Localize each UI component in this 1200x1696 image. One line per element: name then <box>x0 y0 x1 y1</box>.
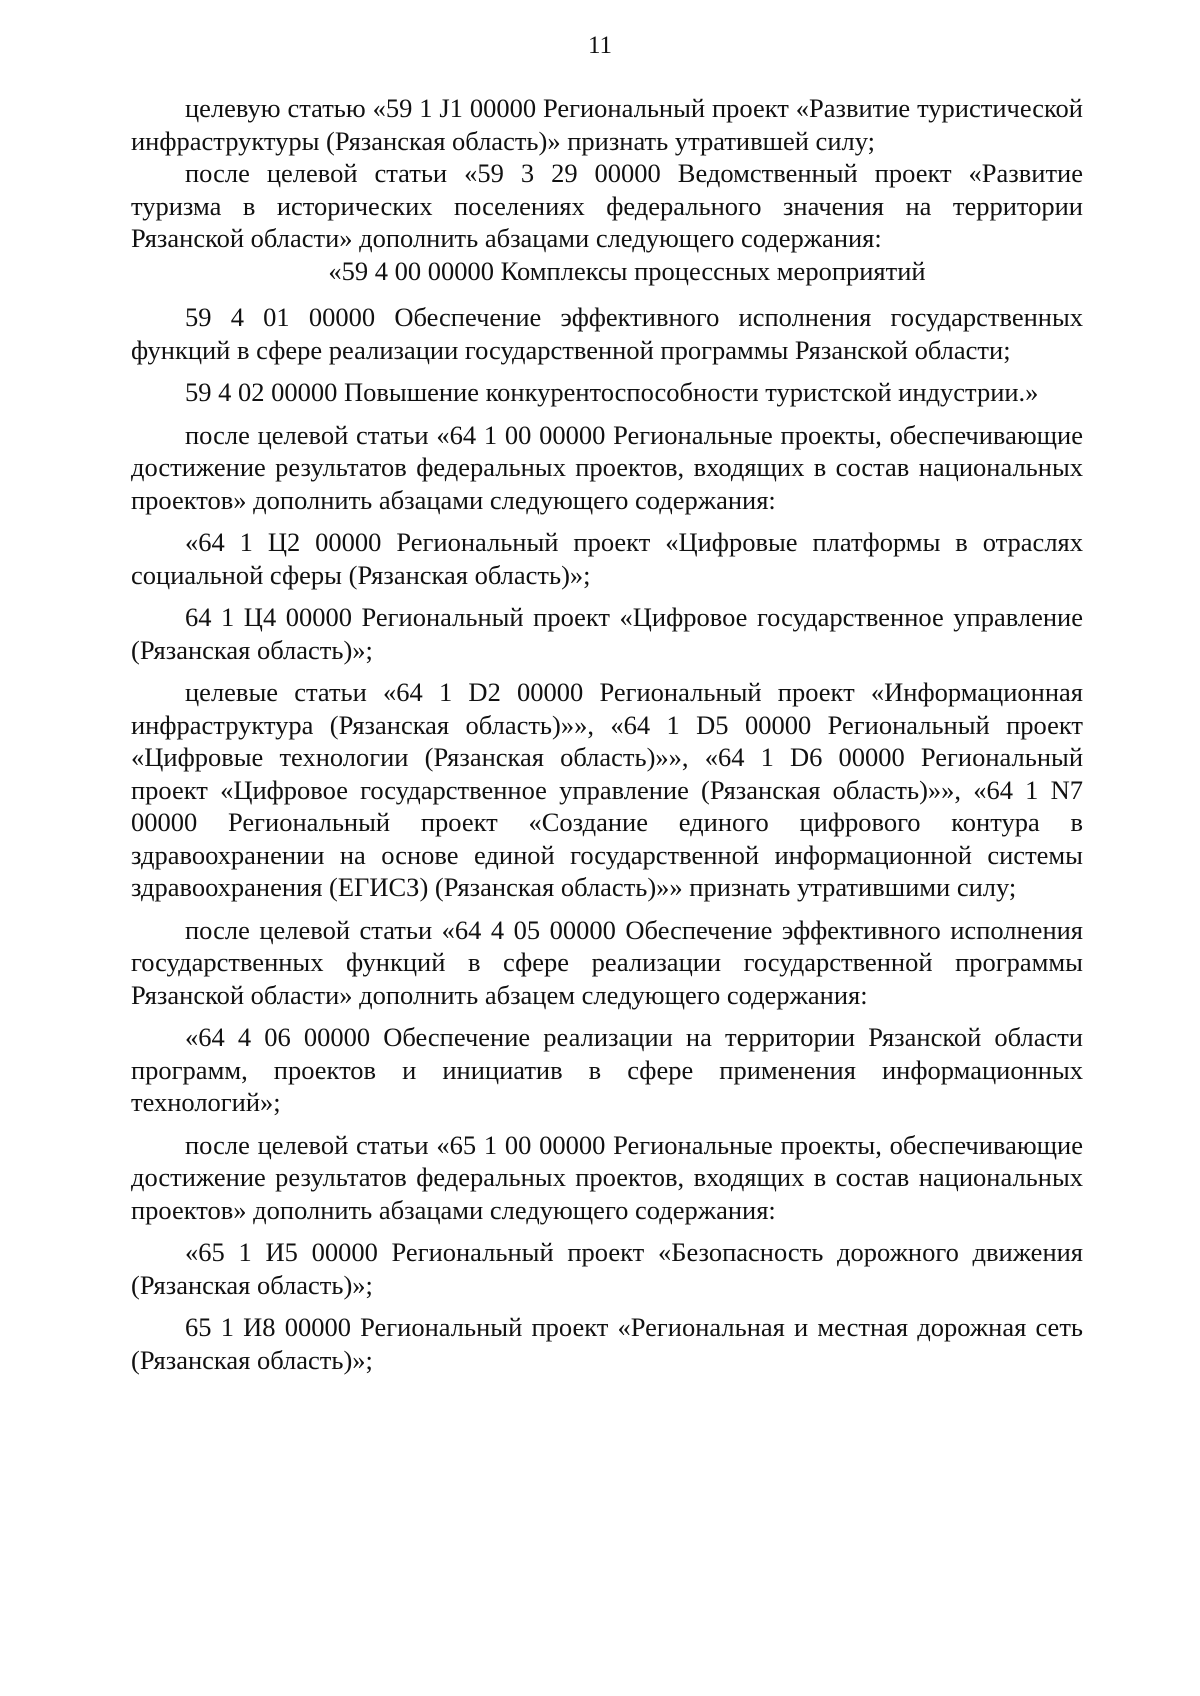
paragraph-13: «65 1 И5 00000 Региональный проект «Безопасность дорожного движения (Рязанская область)»; <box>131 1237 1083 1300</box>
page-number: 11 <box>587 32 613 59</box>
paragraph-9: целевые статьи «64 1 D2 00000 Региональный проект «Информационная инфраструктура (Рязанская область)»», «64 1 D5 00000 Региональный проект «Цифровые технологии (Рязанская область)»», «64 1 D6 00000 Региональный проект «Цифровое государственное управление (Рязанская область)»», «64 1 N7 00000 Региональный проект «Создание единого цифрового контура в здравоохранении на основе единой государственной информационной системы здравоохранения (ЕГИСЗ) (Рязанская область)»» признать утратившими силу; <box>131 677 1083 902</box>
paragraph-12: после целевой статьи «65 1 00 00000 Региональные проекты, обеспечивающие достижение результатов федеральных проектов, входящих в состав национальных проектов» дополнить абзацами следующего содержания: <box>131 1129 1083 1225</box>
paragraph-1: целевую статью «59 1 J1 00000 Региональный проект «Развитие туристической инфраструктуры (Рязанская область)» признать утратившей силу; <box>131 93 1083 156</box>
paragraph-5: 59 4 02 00000 Повышение конкурентоспособности туристской индустрии.» <box>185 377 1039 407</box>
document-body <box>131 92 1083 1376</box>
paragraph-14: 65 1 И8 00000 Региональный проект «Региональная и местная дорожная сеть (Рязанская область)»; <box>131 1312 1083 1375</box>
paragraph-2: после целевой статьи «59 3 29 00000 Ведомственный проект «Развитие туризма в исторических поселениях федерального значения на территории Рязанской области» дополнить абзацами следующего содержания: <box>131 158 1083 253</box>
paragraph-8: 64 1 Ц4 00000 Региональный проект «Цифровое государственное управление (Рязанская область)»; <box>131 602 1083 665</box>
paragraph-4: 59 4 01 00000 Обеспечение эффективного исполнения государственных функций в сфере реализации государственной программы Рязанской области; <box>131 302 1083 365</box>
paragraph-11: «64 4 06 00000 Обеспечение реализации на территории Рязанской области программ, проектов и инициатив в сфере применения информационных технологий»; <box>131 1022 1083 1117</box>
paragraph-3-heading: «59 4 00 00000 Комплексы процессных мероприятий <box>328 255 926 286</box>
paragraph-7: «64 1 Ц2 00000 Региональный проект «Цифровые платформы в отраслях социальной сферы (Рязанская область)»; <box>131 527 1083 590</box>
paragraph-6: после целевой статьи «64 1 00 00000 Региональные проекты, обеспечивающие достижение результатов федеральных проектов, входящих в состав национальных проектов» дополнить абзацами следующего содержания: <box>131 419 1083 515</box>
paragraph-10: после целевой статьи «64 4 05 00000 Обеспечение эффективного исполнения государственных функций в сфере реализации государственной программы Рязанской области» дополнить абзацем следующего содержания: <box>131 914 1083 1010</box>
